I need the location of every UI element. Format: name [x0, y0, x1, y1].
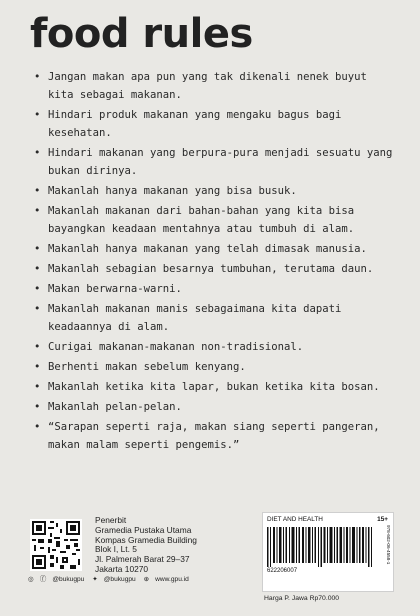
facebook-icon: ⓕ [39, 576, 47, 583]
publisher-street: Jl. Palmerah Barat 29–37 [95, 554, 190, 565]
rule-item [34, 106, 394, 142]
publisher-city: Jakarta 10270 [95, 563, 149, 574]
twitter-handle: @bukugpu [103, 576, 136, 583]
instagram-handle: @bukugpu [52, 576, 85, 583]
bullet-icon: • [34, 303, 41, 315]
bullet-icon: • [34, 71, 41, 83]
age-rating: 15+ [377, 516, 388, 523]
rule-item [34, 300, 394, 336]
bullet-icon: • [34, 109, 41, 121]
qr-code-icon [30, 519, 82, 571]
imprint-area [0, 505, 420, 616]
rule-item [34, 338, 394, 356]
rule-text: Makanlah hanya makanan yang telah dimasak manusia. [48, 243, 367, 255]
rule-item [34, 68, 394, 104]
bullet-icon: • [34, 361, 41, 373]
rule-item [34, 240, 394, 258]
bullet-icon: • [34, 421, 41, 433]
bullet-icon: • [34, 263, 41, 275]
rule-text: Berhenti makan sebelum kenyang. [48, 361, 246, 373]
rule-text: Curigai makanan-makanan non-tradisional. [48, 341, 304, 353]
rule-text: Makanlah pelan-pelan. [48, 401, 182, 413]
publisher-info [95, 516, 197, 575]
isbn-number: 978-602-06-4558-1 [386, 525, 391, 565]
rule-item [34, 358, 394, 376]
rule-text: Jangan makan apa pun yang tak dikenali nenek buyut kita sebagai makanan. [48, 71, 367, 101]
rule-item [34, 202, 394, 238]
category-label: DIET AND HEALTH [267, 516, 323, 523]
rule-item [34, 398, 394, 416]
book-title: food rules [30, 11, 253, 57]
publisher-building: Kompas Gramedia Building [95, 534, 197, 545]
rule-item [34, 280, 394, 298]
rules-list [34, 68, 394, 456]
bullet-icon: • [34, 341, 41, 353]
rule-text: Makanlah ketika kita lapar, bukan ketika kita bosan. [48, 381, 380, 393]
rule-text: Makanlah hanya makanan yang bisa busuk. [48, 185, 297, 197]
barcode-icon [267, 527, 375, 567]
social-links [28, 573, 195, 583]
rule-text: Makanlah makanan manis sebagaimana kita dapati keadaannya di alam. [48, 303, 342, 333]
rule-item [34, 260, 394, 278]
publisher-name: Gramedia Pustaka Utama [95, 524, 192, 535]
website-link: www.gpu.id [155, 576, 189, 583]
bullet-icon: • [34, 205, 41, 217]
rule-item [34, 144, 394, 180]
bullet-icon: • [34, 243, 41, 255]
rule-item [34, 182, 394, 200]
rule-text: Hindari produk makanan yang mengaku bagus bagi kesehatan. [48, 109, 342, 139]
bullet-icon: • [34, 283, 41, 295]
rule-text: Makan berwarna-warni. [48, 283, 182, 295]
instagram-icon: ◎ [28, 576, 34, 583]
twitter-icon: ✦ [92, 576, 98, 583]
rule-item [34, 378, 394, 396]
barcode-number: 622206007 [267, 568, 298, 574]
rule-text: Makanlah makanan dari bahan-bahan yang kita bisa bayangkan keadaan mentahnya atau tumbuh di alam. [48, 205, 355, 235]
globe-icon: ⊕ [143, 576, 150, 583]
publisher-label: Penerbit [95, 515, 127, 525]
barcode-panel [262, 512, 394, 592]
bullet-icon: • [34, 401, 41, 413]
rule-item [34, 418, 394, 454]
bullet-icon: • [34, 381, 41, 393]
bullet-icon: • [34, 147, 41, 159]
publisher-block: Blok I, Lt. 5 [95, 544, 137, 555]
price-label: Harga P. Jawa Rp70.000 [264, 595, 340, 602]
rule-text: Hindari makanan yang berpura-pura menjadi sesuatu yang bukan dirinya. [48, 147, 393, 177]
bullet-icon: • [34, 185, 41, 197]
rule-text: Makanlah sebagian besarnya tumbuhan, terutama daun. [48, 263, 374, 275]
rule-text: “Sarapan seperti raja, makan siang seperti pangeran, makan malam seperti pengemis.” [48, 421, 380, 451]
